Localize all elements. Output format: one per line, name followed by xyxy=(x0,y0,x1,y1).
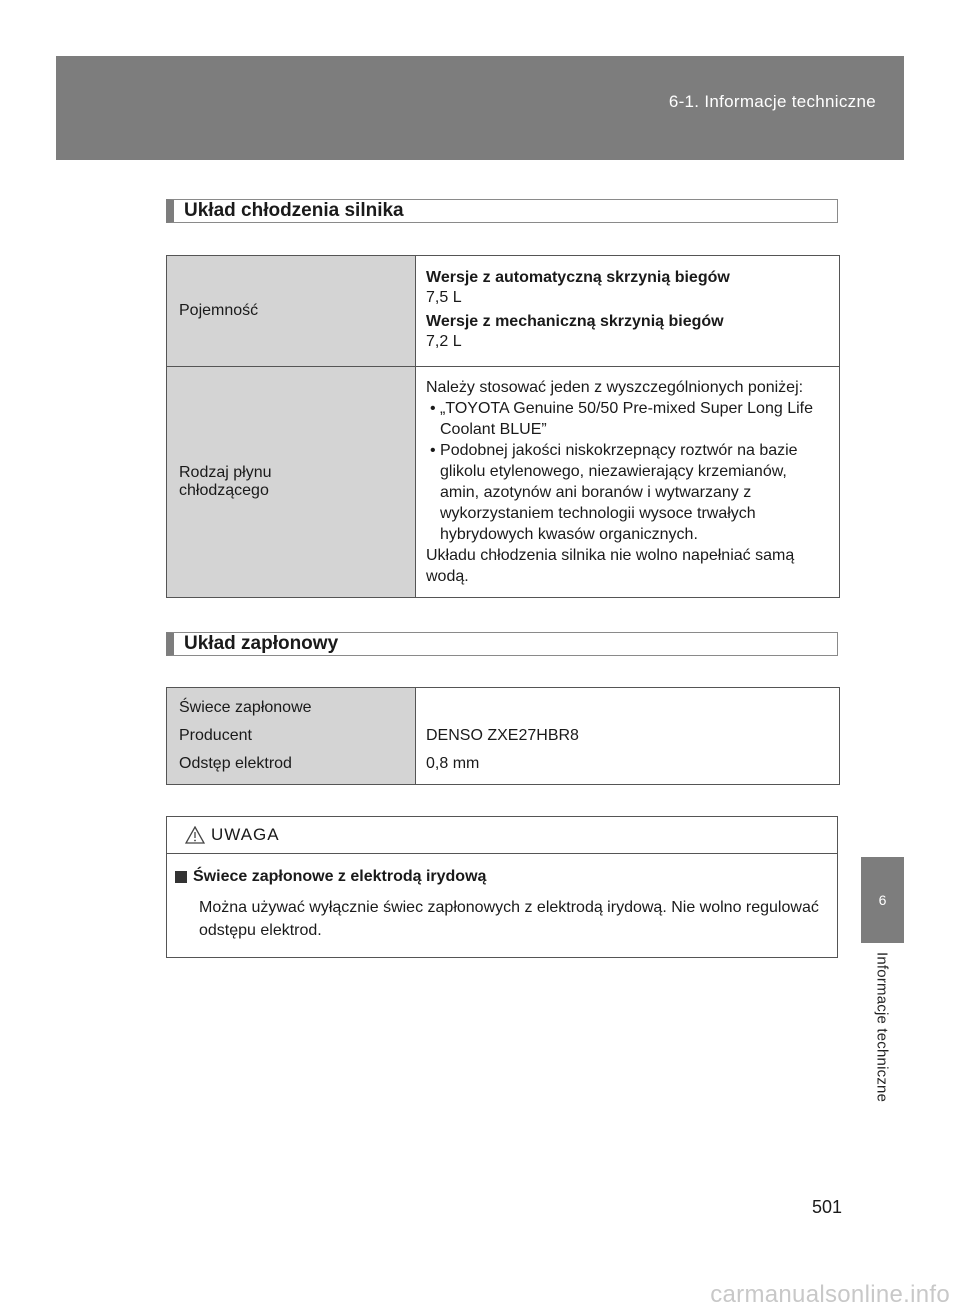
table-row xyxy=(167,367,840,598)
coolant-option-equivalent: • Podobnej jakości niskokrzepnący roztwór na bazie glikolu etylenowego, niezawierający krzemianów, amin, azotynów ani boranów i wytwarzany z wykorzystaniem technologii wysoce trwałych hybrydowych kwasów organicznych. xyxy=(430,442,798,543)
ignition-section-heading: Układ zapłonowy xyxy=(166,632,838,656)
coolant-type-values xyxy=(416,367,840,598)
capacity-label: Pojemność xyxy=(167,256,416,367)
warning-header xyxy=(167,817,837,854)
side-tab-label-text: Informacje techniczne xyxy=(873,952,891,1103)
ignition-labels xyxy=(167,688,416,785)
auto-version-value: 7,5 L xyxy=(426,289,462,306)
auto-version-title: Wersje z automatyczną skrzynią biegów xyxy=(426,269,730,286)
ignition-spec-table xyxy=(166,687,840,785)
cooling-spec-table xyxy=(166,255,840,598)
capacity-values xyxy=(416,256,840,367)
coolant-intro: Należy stosować jeden z wyszczególnionych poniżej: xyxy=(426,379,804,396)
table-row xyxy=(167,688,840,785)
cooling-section-heading: Układ chłodzenia silnika xyxy=(166,199,838,223)
manual-version-title: Wersje z mechaniczną skrzynią biegów xyxy=(426,313,724,330)
coolant-label-line: Rodzaj płynu xyxy=(179,464,272,481)
watermark: carmanualsonline.info xyxy=(710,1281,950,1308)
electrode-gap-label: Odstęp elektrod xyxy=(179,755,292,772)
table-row xyxy=(167,256,840,367)
warning-title: UWAGA xyxy=(211,825,280,844)
header-band xyxy=(56,56,904,160)
manufacturer-label: Producent xyxy=(179,727,252,744)
square-bullet-icon xyxy=(175,871,187,883)
manufacturer-value: DENSO ZXE27HBR8 xyxy=(426,727,579,744)
warning-item-title xyxy=(175,868,819,886)
spark-plugs-label: Świece zapłonowe xyxy=(179,699,312,716)
ignition-values xyxy=(416,688,840,785)
warning-triangle-icon xyxy=(185,826,205,844)
warning-body xyxy=(167,854,837,942)
electrode-gap-value: 0,8 mm xyxy=(426,755,480,772)
side-tab-number: 6 xyxy=(861,857,904,943)
warning-item-title-text: Świece zapłonowe z elektrodą irydową xyxy=(193,868,487,885)
warning-item-text: Można używać wyłącznie świec zapłonowych z elektrodą irydową. Nie wolno regulować odstępu elektrod. xyxy=(199,899,819,939)
coolant-label-line: chłodzącego xyxy=(179,482,269,499)
spark-plugs-value-empty xyxy=(426,694,829,722)
chapter-title: 6-1. Informacje techniczne xyxy=(668,92,876,111)
warning-box xyxy=(166,816,838,958)
coolant-option-toyota: • „TOYOTA Genuine 50/50 Pre-mixed Super Long Life Coolant BLUE” xyxy=(430,400,813,438)
manual-version-value: 7,2 L xyxy=(426,333,462,350)
coolant-type-label xyxy=(167,367,416,598)
coolant-water-warning: Układu chłodzenia silnika nie wolno napełniać samą wodą. xyxy=(426,547,795,585)
page-number: 501 xyxy=(811,1197,842,1217)
side-tab-label xyxy=(864,952,900,1152)
